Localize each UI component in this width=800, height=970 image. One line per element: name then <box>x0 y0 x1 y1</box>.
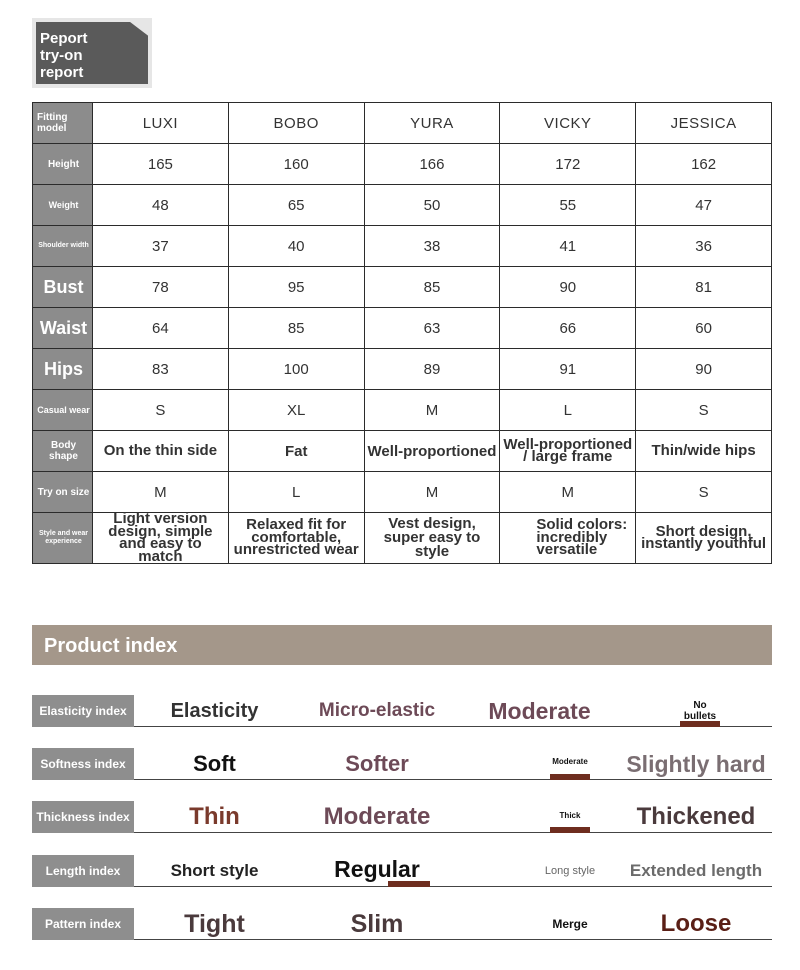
table-row-bust <box>33 267 772 308</box>
table-cell: 36 <box>636 226 772 267</box>
table-cell: Well-proportioned / large frame <box>500 431 636 472</box>
table-cell: 90 <box>500 267 636 308</box>
table-cell: 41 <box>500 226 636 267</box>
table-cell: On the thin side <box>93 431 229 472</box>
table-cell: 172 <box>500 144 636 185</box>
index-option: Merge <box>552 917 588 931</box>
model-name: LUXI <box>93 103 229 144</box>
index-option: Thick <box>559 810 581 820</box>
table-cell: Light version design, simple and easy to match <box>93 513 229 564</box>
index-option: Moderate <box>323 803 431 830</box>
table-cell: XL <box>228 390 364 431</box>
row-label: Casual wear <box>33 390 93 431</box>
index-label: Thickness index <box>32 801 134 833</box>
table-cell: 63 <box>364 308 500 349</box>
index-option: Loose <box>660 910 732 937</box>
table-cell: Solid colors: incredibly versatile <box>500 513 636 564</box>
index-option: Softer <box>345 751 409 776</box>
index-option: Slim <box>350 909 404 938</box>
table-cell: S <box>93 390 229 431</box>
table-cell: S <box>636 390 772 431</box>
table-row-height <box>33 144 772 185</box>
index-label: Elasticity index <box>32 695 134 727</box>
index-row-softness <box>32 748 772 780</box>
index-label: Length index <box>32 855 134 887</box>
table-cell: 91 <box>500 349 636 390</box>
index-option: Tight <box>184 909 245 938</box>
table-cell: Thin/wide hips <box>636 431 772 472</box>
table-cell: S <box>636 472 772 513</box>
table-cell: 66 <box>500 308 636 349</box>
index-row-length <box>32 855 772 887</box>
table-cell: M <box>364 390 500 431</box>
row-label: Style and wear experience <box>33 513 93 564</box>
table-cell: 60 <box>636 308 772 349</box>
index-option: Slightly hard <box>626 750 766 777</box>
row-label: Shoulder width <box>33 226 93 267</box>
table-cell: 40 <box>228 226 364 267</box>
table-header-row <box>33 103 772 144</box>
table-cell: Short design, instantly youthful <box>636 513 772 564</box>
product-index-title: Product index <box>44 635 178 657</box>
model-name: VICKY <box>500 103 636 144</box>
index-option: Extended length <box>629 861 763 880</box>
table-cell: 95 <box>228 267 364 308</box>
table-row-try-on-size <box>33 472 772 513</box>
try-on-table <box>32 102 772 564</box>
table-row-weight <box>33 185 772 226</box>
index-label: Pattern index <box>32 908 134 940</box>
table-cell: 47 <box>636 185 772 226</box>
table-cell: 89 <box>364 349 500 390</box>
table-row-body-shape <box>33 431 772 472</box>
table-cell: 48 <box>93 185 229 226</box>
table-cell: 165 <box>93 144 229 185</box>
model-name: BOBO <box>228 103 364 144</box>
index-row-elasticity <box>32 695 772 727</box>
table-cell: L <box>500 390 636 431</box>
row-label: Body shape <box>33 431 93 472</box>
table-cell: 85 <box>228 308 364 349</box>
index-option: Long style <box>544 864 596 877</box>
table-cell: 90 <box>636 349 772 390</box>
index-option: Elasticity <box>170 699 259 722</box>
row-label: Weight <box>33 185 93 226</box>
table-cell: 64 <box>93 308 229 349</box>
table-cell: 65 <box>228 185 364 226</box>
index-option: Thickened <box>636 803 756 830</box>
index-row-pattern <box>32 908 772 940</box>
index-option: Moderate <box>488 697 591 724</box>
table-cell: 166 <box>364 144 500 185</box>
index-row-thickness <box>32 801 772 833</box>
table-cell: 37 <box>93 226 229 267</box>
index-option: Moderate <box>552 756 588 766</box>
row-label: Try on size <box>33 472 93 513</box>
table-cell: 162 <box>636 144 772 185</box>
table-cell: 83 <box>93 349 229 390</box>
report-badge <box>32 18 152 88</box>
selected-marker <box>550 774 590 780</box>
index-option: Thin <box>189 803 240 830</box>
table-row-experience <box>33 513 772 564</box>
table-row-waist <box>33 308 772 349</box>
model-name: JESSICA <box>636 103 772 144</box>
table-cell: L <box>228 472 364 513</box>
table-cell: 78 <box>93 267 229 308</box>
row-label: Bust <box>33 267 93 308</box>
table-cell: 55 <box>500 185 636 226</box>
table-cell: 81 <box>636 267 772 308</box>
product-index-header <box>32 625 772 665</box>
row-label: Waist <box>33 308 93 349</box>
table-cell: M <box>93 472 229 513</box>
index-option: Micro-elastic <box>318 700 436 721</box>
report-title: Peport try-on report <box>40 30 88 81</box>
table-cell: Fat <box>228 431 364 472</box>
table-cell: 38 <box>364 226 500 267</box>
table-cell: Relaxed fit for comfortable, unrestricted wear <box>228 513 364 564</box>
table-row-casual-wear <box>33 390 772 431</box>
index-option: Soft <box>193 751 236 776</box>
table-row-hips <box>33 349 772 390</box>
table-row-shoulder <box>33 226 772 267</box>
table-cell: M <box>364 472 500 513</box>
row-label: Hips <box>33 349 93 390</box>
index-option: Regular <box>334 855 420 882</box>
table-cell: 50 <box>364 185 500 226</box>
index-label: Softness index <box>32 748 134 780</box>
fitting-model-label: Fitting model <box>33 103 93 144</box>
index-option: Short style <box>170 861 259 880</box>
table-cell: 160 <box>228 144 364 185</box>
table-cell: 85 <box>364 267 500 308</box>
index-option: No bullets <box>683 700 717 722</box>
table-cell: 100 <box>228 349 364 390</box>
table-cell: Well-proportioned <box>364 431 500 472</box>
table-cell: Vest design, super easy to style <box>364 513 500 564</box>
row-label: Height <box>33 144 93 185</box>
model-name: YURA <box>364 103 500 144</box>
table-cell: M <box>500 472 636 513</box>
